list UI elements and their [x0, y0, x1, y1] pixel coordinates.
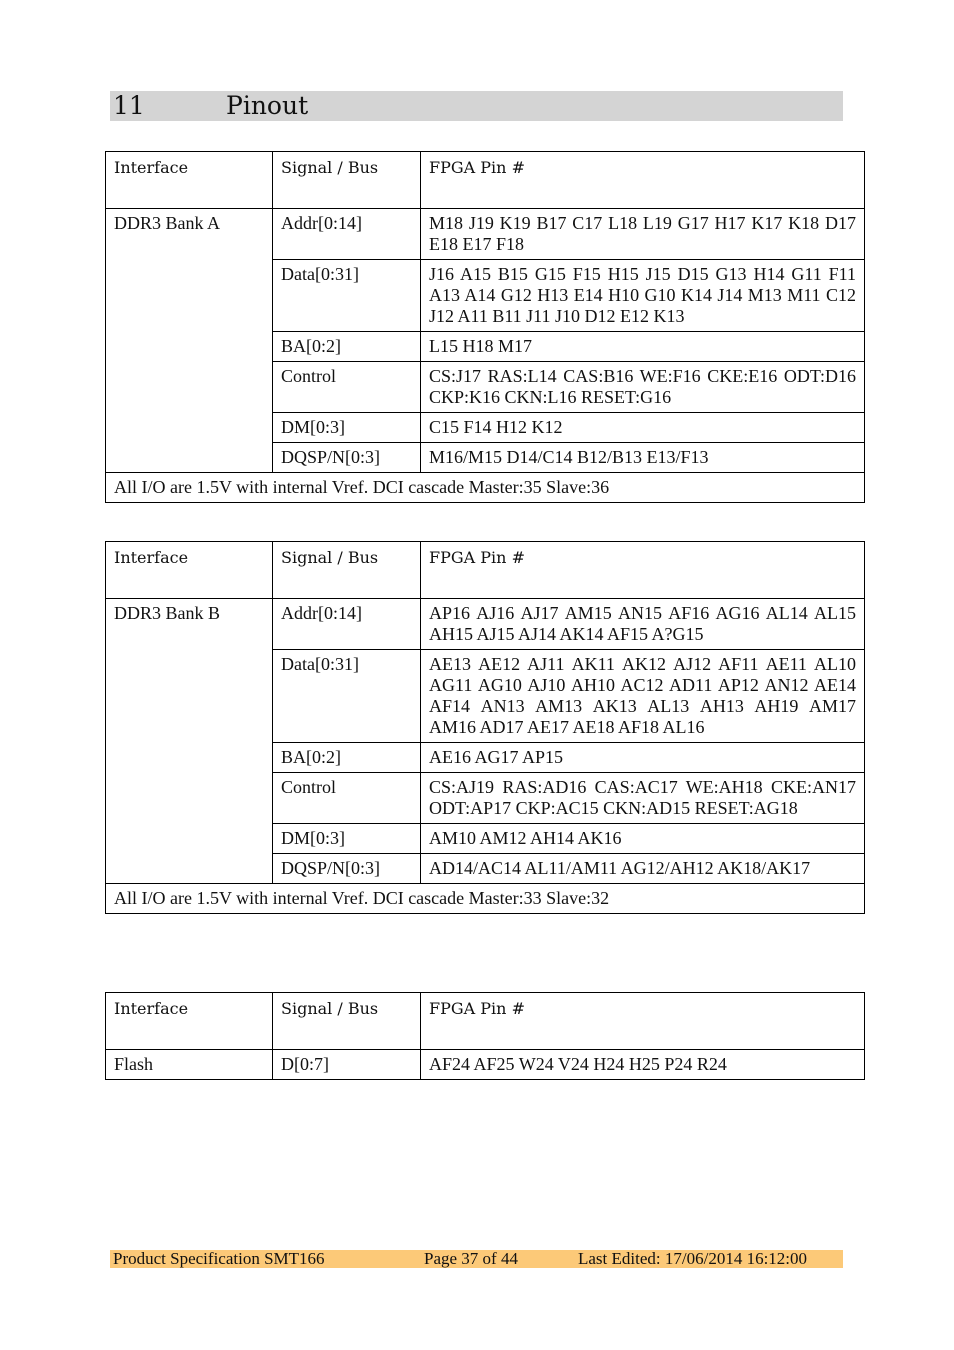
- header-interface: Interface: [106, 152, 273, 209]
- table-note-row: [106, 884, 865, 914]
- signal-cell: Data[0:31]: [273, 650, 421, 743]
- section-number: 11: [113, 91, 145, 120]
- pins-cell: AF24 AF25 W24 V24 H24 H25 P24 R24: [421, 1050, 865, 1080]
- pinout-table-flash: [105, 992, 865, 1080]
- signal-cell: Data[0:31]: [273, 260, 421, 332]
- table-note: All I/O are 1.5V with internal Vref. DCI cascade Master:33 Slave:32: [106, 884, 865, 914]
- signal-cell: Control: [273, 773, 421, 824]
- footer-last-edited: Last Edited: 17/06/2014 16:12:00: [578, 1249, 808, 1268]
- header-signal: Signal / Bus: [273, 993, 421, 1050]
- pins-cell: AM10 AM12 AH14 AK16: [421, 824, 865, 854]
- table-note: All I/O are 1.5V with internal Vref. DCI cascade Master:35 Slave:36: [106, 473, 865, 503]
- interface-cell: DDR3 Bank A: [106, 209, 273, 473]
- table-header-row: [106, 993, 865, 1050]
- signal-cell: BA[0:2]: [273, 332, 421, 362]
- footer-product: Product Specification SMT166: [113, 1249, 325, 1268]
- header-signal: Signal / Bus: [273, 542, 421, 599]
- pins-cell: AP16 AJ16 AJ17 AM15 AN15 AF16 AG16 AL14 AL15 AH15 AJ15 AJ14 AK14 AF15 A?G15: [421, 599, 865, 650]
- header-pin: FPGA Pin #: [421, 993, 865, 1050]
- signal-cell: Addr[0:14]: [273, 209, 421, 260]
- pins-cell: AE13 AE12 AJ11 AK11 AK12 AJ12 AF11 AE11 AL10 AG11 AG10 AJ10 AH10 AC12 AD11 AP12 AN12 AE14 AF14 AN13 AM13 AK13 AL13 AH13 AH19 AM17 AM16 AD17 AE17 AE18 AF18 AL16: [421, 650, 865, 743]
- signal-cell: DQSP/N[0:3]: [273, 443, 421, 473]
- pins-cell: J16 A15 B15 G15 F15 H15 J15 D15 G13 H14 G11 F11 A13 A14 G12 H13 E14 H10 G10 K14 J14 M13 M11 C12 J12 A11 B11 J11 J10 D12 E12 K13: [421, 260, 865, 332]
- signal-cell: Control: [273, 362, 421, 413]
- pins-cell: AE16 AG17 AP15: [421, 743, 865, 773]
- table-row: [106, 1050, 865, 1080]
- header-interface: Interface: [106, 993, 273, 1050]
- pins-cell: AD14/AC14 AL11/AM11 AG12/AH12 AK18/AK17: [421, 854, 865, 884]
- signal-cell: DM[0:3]: [273, 413, 421, 443]
- footer-page-number: Page 37 of 44: [424, 1249, 518, 1268]
- table-note-row: [106, 473, 865, 503]
- pins-cell: CS:AJ19 RAS:AD16 CAS:AC17 WE:AH18 CKE:AN17 ODT:AP17 CKP:AC15 CKN:AD15 RESET:AG18: [421, 773, 865, 824]
- header-interface: Interface: [106, 542, 273, 599]
- pinout-table-ddr3-bank-b: [105, 541, 865, 914]
- table-header-row: [106, 542, 865, 599]
- pins-cell: L15 H18 M17: [421, 332, 865, 362]
- pins-cell: C15 F14 H12 K12: [421, 413, 865, 443]
- page-footer: [110, 1250, 843, 1268]
- signal-cell: Addr[0:14]: [273, 599, 421, 650]
- pinout-table-ddr3-bank-a: [105, 151, 865, 503]
- signal-cell: BA[0:2]: [273, 743, 421, 773]
- signal-cell: D[0:7]: [273, 1050, 421, 1080]
- table-row: [106, 209, 865, 260]
- pins-cell: M18 J19 K19 B17 C17 L18 L19 G17 H17 K17 K18 D17 E18 E17 F18: [421, 209, 865, 260]
- header-pin: FPGA Pin #: [421, 542, 865, 599]
- section-title: Pinout: [226, 91, 309, 120]
- table-header-row: [106, 152, 865, 209]
- signal-cell: DQSP/N[0:3]: [273, 854, 421, 884]
- interface-cell: Flash: [106, 1050, 273, 1080]
- header-signal: Signal / Bus: [273, 152, 421, 209]
- table-row: [106, 599, 865, 650]
- pins-cell: CS:J17 RAS:L14 CAS:B16 WE:F16 CKE:E16 ODT:D16 CKP:K16 CKN:L16 RESET:G16: [421, 362, 865, 413]
- interface-cell: DDR3 Bank B: [106, 599, 273, 884]
- signal-cell: DM[0:3]: [273, 824, 421, 854]
- header-pin: FPGA Pin #: [421, 152, 865, 209]
- pins-cell: M16/M15 D14/C14 B12/B13 E13/F13: [421, 443, 865, 473]
- section-heading: [110, 91, 843, 121]
